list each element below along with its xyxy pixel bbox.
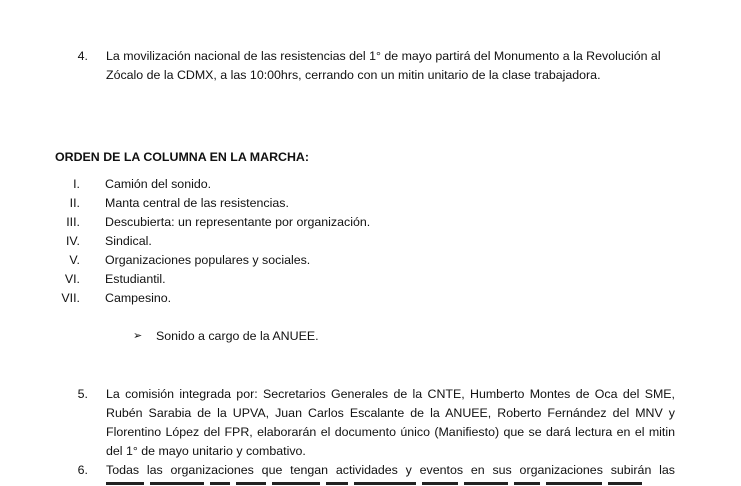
item-4-number: 4. <box>77 49 88 63</box>
list-numeral: V. <box>69 253 80 267</box>
item-5-number: 5. <box>77 387 88 401</box>
sound-note: Sonido a cargo de la ANUEE. <box>156 329 319 343</box>
item-6-line-1: Todas las organizaciones que tengan actividades y eventos en sus organizaciones subirán las <box>106 463 675 477</box>
item-4-line-2: Zócalo de la CDMX, a las 10:00hrs, cerrando con un mitin unitario de la clase trabajadora. <box>106 68 601 82</box>
list-item: Campesino. <box>105 291 172 305</box>
item-5-line-4: del 1° de mayo unitario y combativo. <box>106 444 306 458</box>
cut-off-text-line <box>106 478 675 486</box>
list-numeral: IV. <box>65 234 80 248</box>
list-numeral: I. <box>73 177 80 191</box>
item-5-line-2: Rubén Sarabia de la UPVA, Juan Carlos Escalante de la ANUEE, Roberto Fernández del MNV y <box>106 406 675 420</box>
section-heading: ORDEN DE LA COLUMNA EN LA MARCHA: <box>55 150 309 164</box>
list-numeral: III. <box>66 215 80 229</box>
list-numeral: II. <box>69 196 80 210</box>
item-4-line-1: La movilización nacional de las resistencias del 1° de mayo partirá del Monumento a la Revolución al <box>106 49 661 63</box>
list-numeral: VI. <box>64 272 80 286</box>
list-numeral: VII. <box>61 291 80 305</box>
arrow-bullet-icon: ➢ <box>133 330 143 342</box>
list-item: Estudiantil. <box>105 272 166 286</box>
item-5-line-1: La comisión integrada por: Secretarios Generales de la CNTE, Humberto Montes de Oca del SME, <box>106 387 675 401</box>
item-5-line-3: Florentino López del FPR, elaborarán el documento único (Manifiesto) que se dará lectura en el mitin <box>106 425 675 439</box>
list-item: Sindical. <box>105 234 152 248</box>
list-item: Descubierta: un representante por organización. <box>105 215 371 229</box>
list-item: Camión del sonido. <box>105 177 212 191</box>
item-5-paragraph <box>106 385 675 461</box>
item-6-number: 6. <box>77 463 88 477</box>
list-item: Organizaciones populares y sociales. <box>105 253 311 267</box>
list-item: Manta central de las resistencias. <box>105 196 289 210</box>
